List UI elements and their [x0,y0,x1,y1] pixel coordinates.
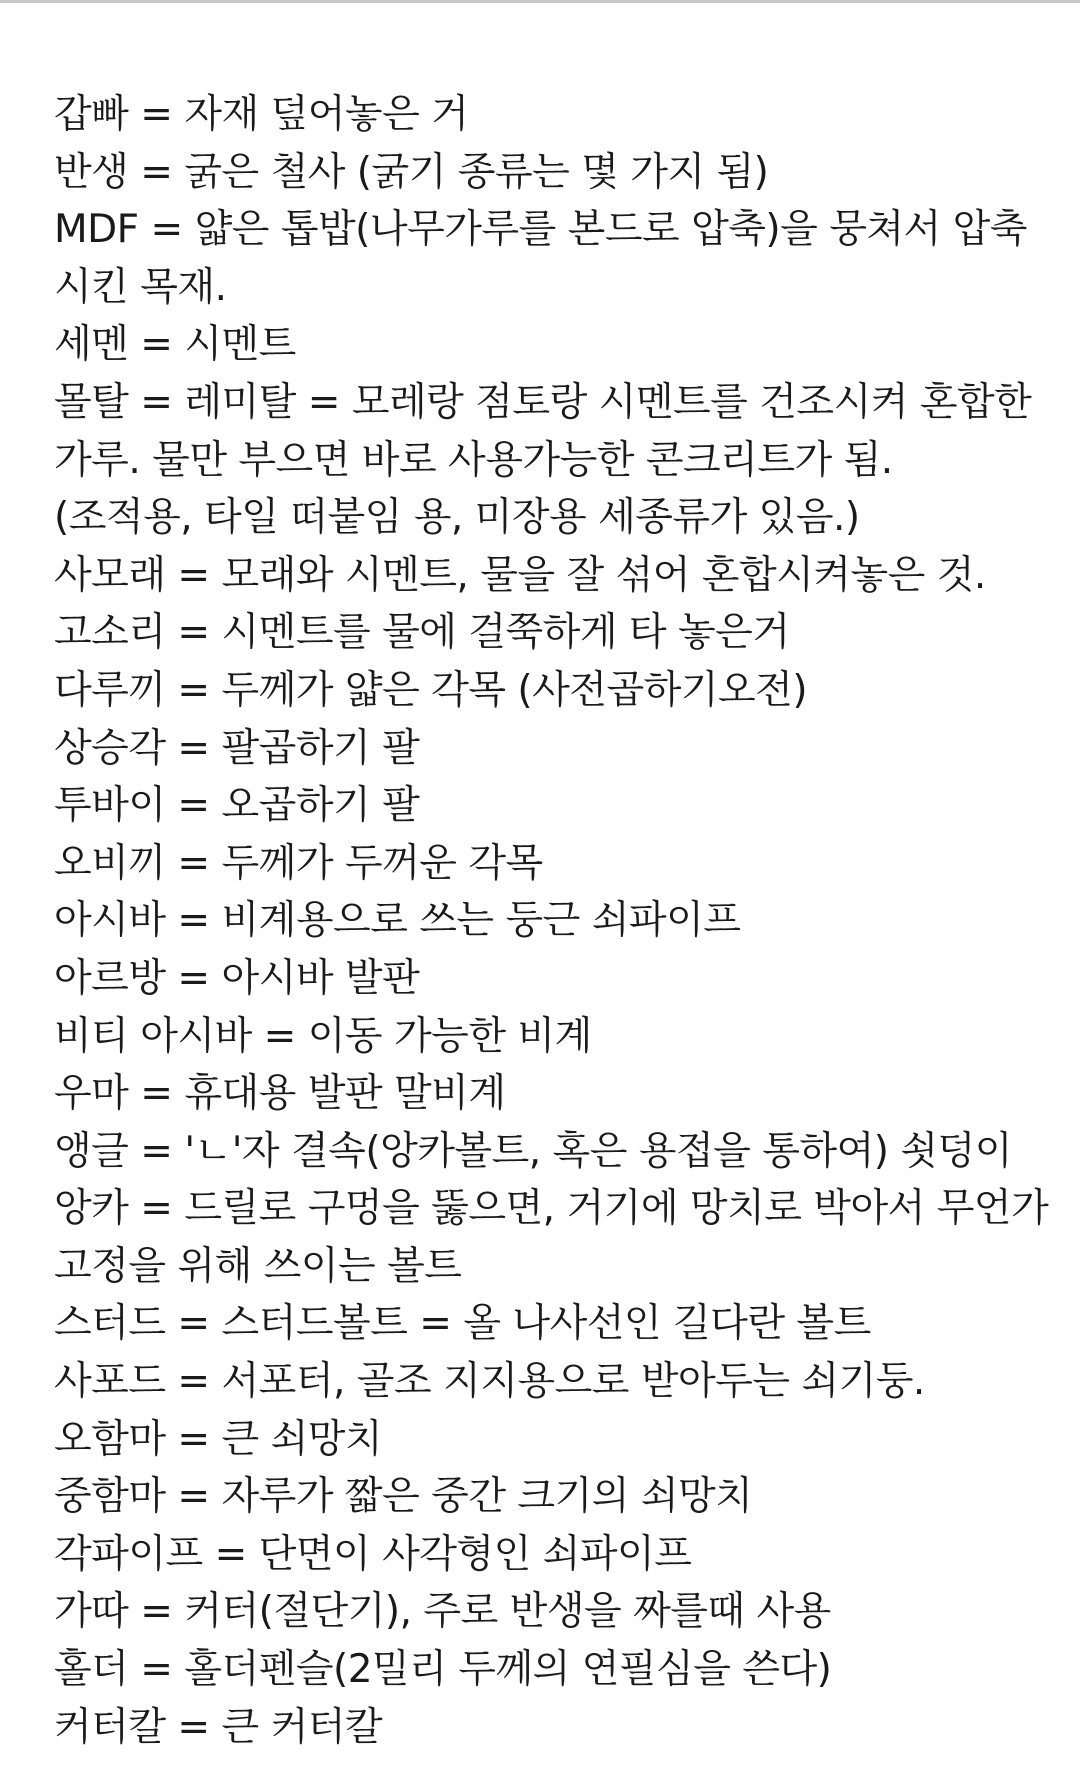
text-line: 가따 = 커터(절단기), 주로 반생을 짜를때 사용 [54,1589,831,1635]
text-line: 고정을 위해 쓰이는 볼트 [54,1243,462,1289]
text-line: 우마 = 휴대용 발판 말비계 [54,1071,506,1117]
text-line: 앵글 = 'ㄴ'자 결속(앙카볼트, 혹은 용접을 통하여) 쇳덩이 [54,1128,1012,1174]
text-line: 스터드 = 스터드볼트 = 올 나사선인 길다란 볼트 [54,1301,871,1347]
text-line: 아시바 = 비계용으로 쓰는 둥근 쇠파이프 [54,898,741,944]
text-line: 상승각 = 팔곱하기 팔 [54,725,420,771]
text-line: 비티 아시바 = 이동 가능한 비계 [54,1013,592,1059]
text-line: 중함마 = 자루가 짧은 중간 크기의 쇠망치 [54,1474,753,1520]
text-line: 오비끼 = 두께가 두꺼운 각목 [54,840,543,886]
text-line: 시킨 목재. [54,264,227,310]
text-line: 커터칼 = 큰 커터칼 [54,1704,383,1750]
top-divider [0,0,1080,3]
glossary-text-block [54,86,1064,1756]
text-line: 오함마 = 큰 쇠망치 [54,1416,383,1462]
text-line: 아르방 = 아시바 발판 [54,955,420,1001]
text-line: 몰탈 = 레미탈 = 모레랑 점토랑 시멘트를 건조시켜 혼합한 [54,379,1032,425]
text-line: 고소리 = 시멘트를 물에 걸쭉하게 타 놓은거 [54,610,790,656]
text-line: 갑빠 = 자재 덮어놓은 거 [54,92,469,137]
text-line: 가루. 물만 부으면 바로 사용가능한 콘크리트가 됨. [54,437,893,483]
text-line: 사모래 = 모래와 시멘트, 물을 잘 섞어 혼합시켜놓은 것. [54,552,986,598]
text-line: 각파이프 = 단면이 사각형인 쇠파이프 [54,1531,692,1577]
text-line: 세멘 = 시멘트 [54,322,296,368]
text-line: 투바이 = 오곱하기 팔 [54,783,420,829]
text-line: 홀더 = 홀더펜슬(2밀리 두께의 연필심을 쓴다) [54,1647,832,1693]
text-line: (조적용, 타일 떠붙임 용, 미장용 세종류가 있음.) [54,495,860,541]
text-line: 반생 = 굵은 철사 (굵기 종류는 몇 가지 됨) [54,149,769,195]
text-line: 다루끼 = 두께가 얇은 각목 (사전곱하기오전) [54,667,808,713]
text-line: 사포드 = 서포터, 골조 지지용으로 받아두는 쇠기둥. [54,1359,925,1405]
text-line: 앙카 = 드릴로 구멍을 뚫으면, 거기에 망치로 박아서 무언가 [54,1186,1049,1232]
text-line: MDF = 얇은 톱밥(나무가루를 본드로 압축)을 뭉쳐서 압축 [54,207,1027,253]
